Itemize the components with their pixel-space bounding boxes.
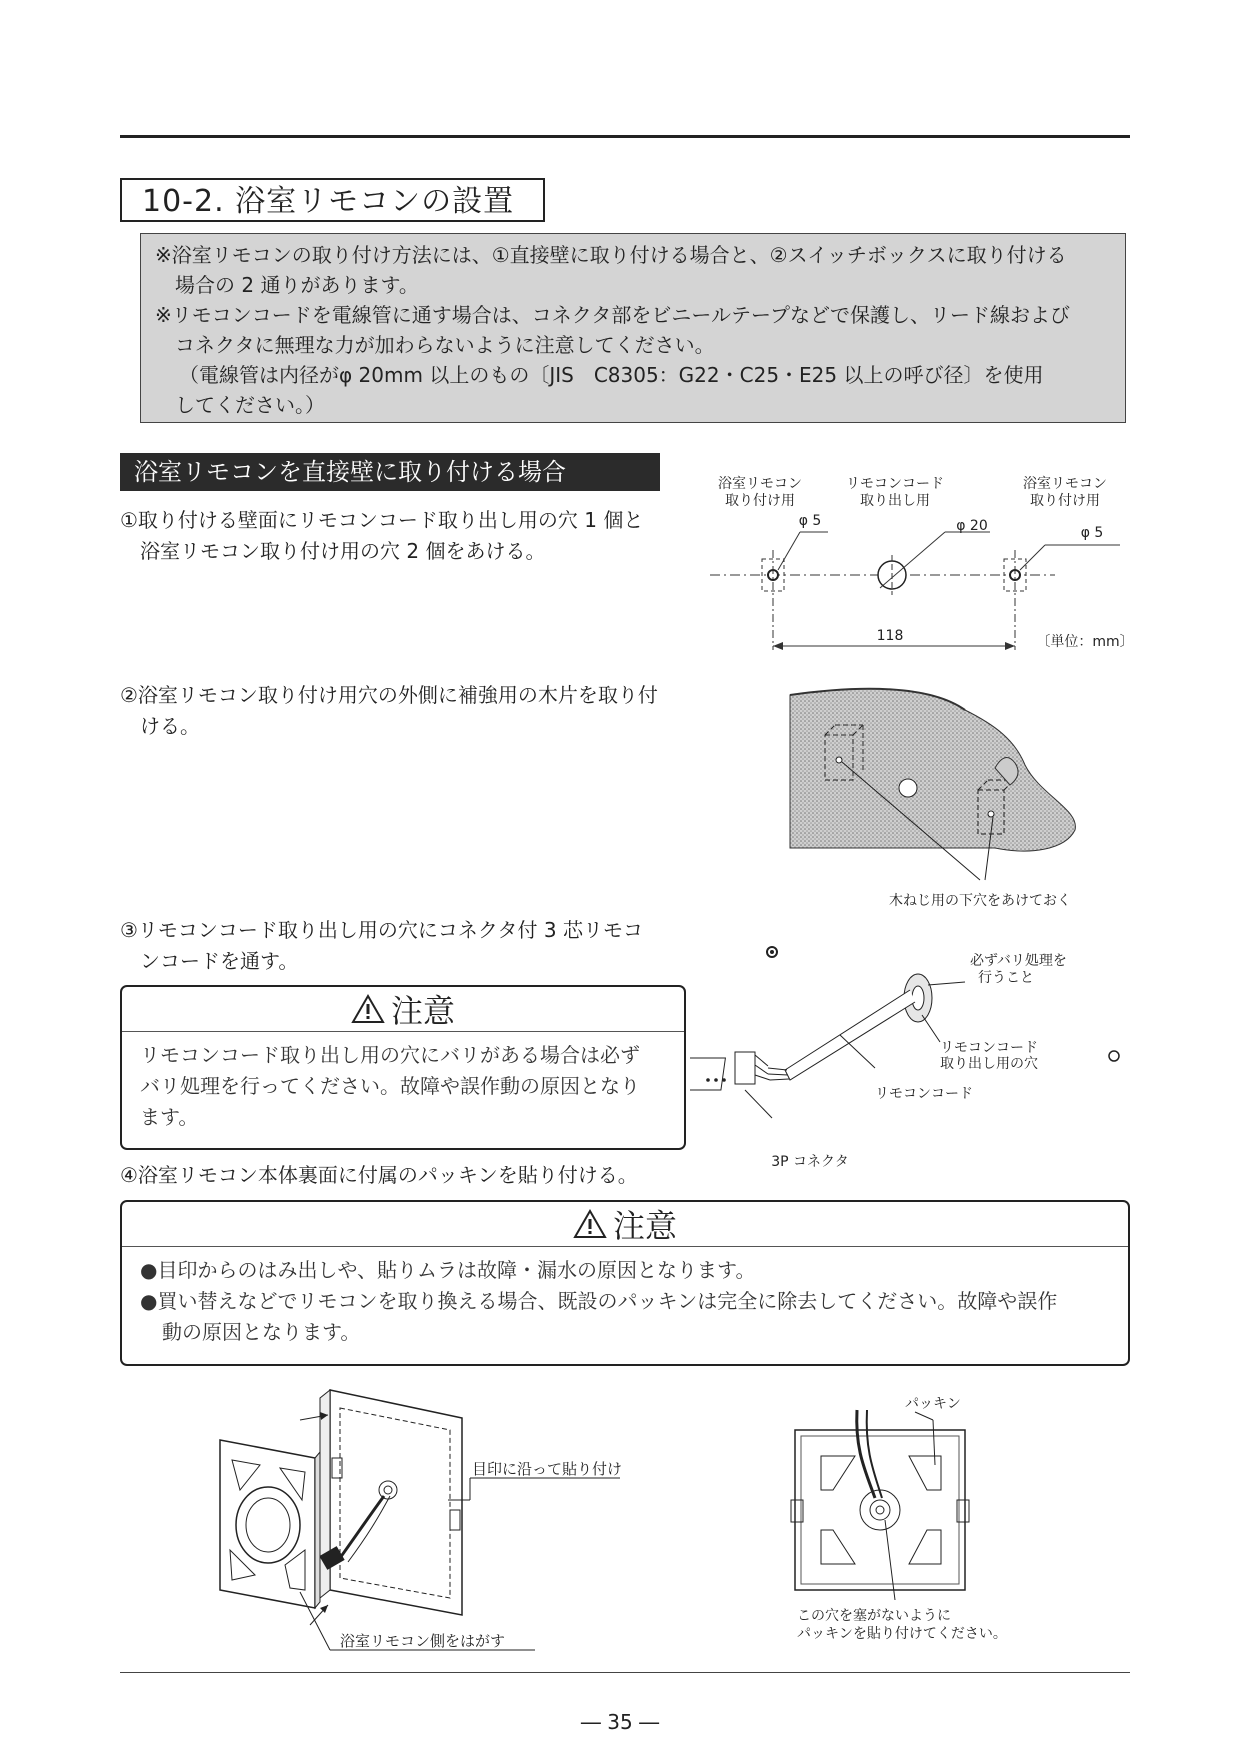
step-2-line: ける。 <box>140 714 200 738</box>
label-burr-1: 必ずバリ処理を <box>970 953 1067 969</box>
dia-large: φ 20 <box>956 518 988 534</box>
label-peel: 浴室リモコン側をはがす <box>340 1632 506 1650</box>
dia-right: φ 5 <box>1080 525 1104 541</box>
caution-item: ●目印からのはみ出しや、貼りムラは故障・漏水の原因となります。 <box>140 1258 756 1282</box>
label-packing: パッキン <box>905 1396 961 1412</box>
label-hole-1: リモコンコード <box>940 1040 1038 1056</box>
bottom-rule <box>120 1672 1130 1673</box>
notice-box <box>140 233 1126 423</box>
caution-box-1 <box>120 985 686 1150</box>
cord-insertion-diagram <box>690 940 1120 1180</box>
packing-result-diagram <box>785 1390 1085 1660</box>
caution-body <box>122 1247 1128 1356</box>
label-right-1: 浴室リモコン <box>1023 476 1107 492</box>
dia-left: φ 5 <box>798 513 822 529</box>
step-1-line: ①取り付ける壁面にリモコンコード取り出し用の穴 1 個と <box>120 508 644 532</box>
unit-label: 〔単位：mm〕 <box>1036 634 1134 650</box>
distance-label: 118 <box>876 628 904 644</box>
step-1 <box>120 505 700 567</box>
warning-triangle-icon <box>573 1209 607 1239</box>
notice-line: ※浴室リモコンの取り付け方法には、①直接壁に取り付ける場合と、②スイッチボックスに取り付ける <box>155 243 1067 267</box>
step-4-line: ④浴室リモコン本体裏面に付属のパッキンを貼り付ける。 <box>120 1163 638 1187</box>
label-left-1: 浴室リモコン <box>718 476 802 492</box>
caution-line: ます。 <box>140 1105 199 1129</box>
label-right-2: 取り付け用 <box>1030 493 1100 509</box>
label-center-1: リモコンコード <box>846 476 944 492</box>
label-burr-2: 行うこと <box>978 970 1034 986</box>
step-3-line: ③リモコンコード取り出し用の穴にコネクタ付 3 芯リモコ <box>120 918 643 942</box>
caution-box-2 <box>120 1200 1130 1366</box>
label-center-2: 取り出し用 <box>860 493 930 509</box>
warning-triangle-icon <box>351 994 385 1024</box>
notice-line: コネクタに無理な力が加わらないように注意してください。 <box>175 333 715 357</box>
label-hole-2: 取り出し用の穴 <box>940 1056 1038 1072</box>
caution-header <box>122 1202 1128 1247</box>
page-number: ― 35 ― <box>580 1710 660 1734</box>
step-2 <box>120 680 700 742</box>
step-3-line: ンコードを通す。 <box>140 949 299 973</box>
caution-header <box>122 987 684 1032</box>
label-note-1: この穴を塞がないように <box>797 1608 951 1624</box>
label-note-2: パッキンを貼り付けてください。 <box>797 1626 1007 1642</box>
top-rule <box>120 135 1130 138</box>
caution-line: リモコンコード取り出し用の穴にバリがある場合は必ず <box>140 1043 640 1067</box>
section-title: 10-2. 浴室リモコンの設置 <box>120 178 545 222</box>
caution-title: 注意 <box>390 992 455 1030</box>
caution-line: バリ処理を行ってください。故障や誤作動の原因となり <box>140 1074 640 1098</box>
caution-item: ●買い替えなどでリモコンを取り換える場合、既設のパッキンは完全に除去してください。故障や誤作 <box>140 1289 1058 1313</box>
notice-line: （電線管は内径がφ 20mm 以上のもの〔JIS C8305：G22・C25・E25 以上の呼び径〕を使用 <box>179 363 1044 387</box>
hole-layout-diagram <box>700 470 1140 660</box>
caution-item: 動の原因となります。 <box>162 1320 361 1344</box>
wall-caption: 木ねじ用の下穴をあけておく <box>889 893 1071 909</box>
caution-title: 注意 <box>612 1207 677 1245</box>
label-connector: 3P コネクタ <box>771 1154 849 1170</box>
step-3 <box>120 915 700 977</box>
caution-body <box>122 1032 684 1141</box>
step-1-line: 浴室リモコン取り付け用の穴 2 個をあける。 <box>140 539 546 563</box>
label-mark: 目印に沿って貼り付け <box>472 1460 623 1478</box>
notice-line: ※リモコンコードを電線管に通す場合は、コネクタ部をビニールテープなどで保護し、リード線および <box>155 303 1070 327</box>
step-4 <box>120 1160 700 1191</box>
label-cord: リモコンコード <box>875 1086 973 1102</box>
wall-reinforcement-diagram <box>780 680 1100 910</box>
subheading: 浴室リモコンを直接壁に取り付ける場合 <box>120 453 660 491</box>
packing-attach-diagram <box>200 1380 640 1660</box>
step-2-line: ②浴室リモコン取り付け用穴の外側に補強用の木片を取り付 <box>120 683 658 707</box>
notice-line: 場合の 2 通りがあります。 <box>175 273 419 297</box>
notice-line: してください。） <box>175 393 325 417</box>
label-left-2: 取り付け用 <box>725 493 795 509</box>
